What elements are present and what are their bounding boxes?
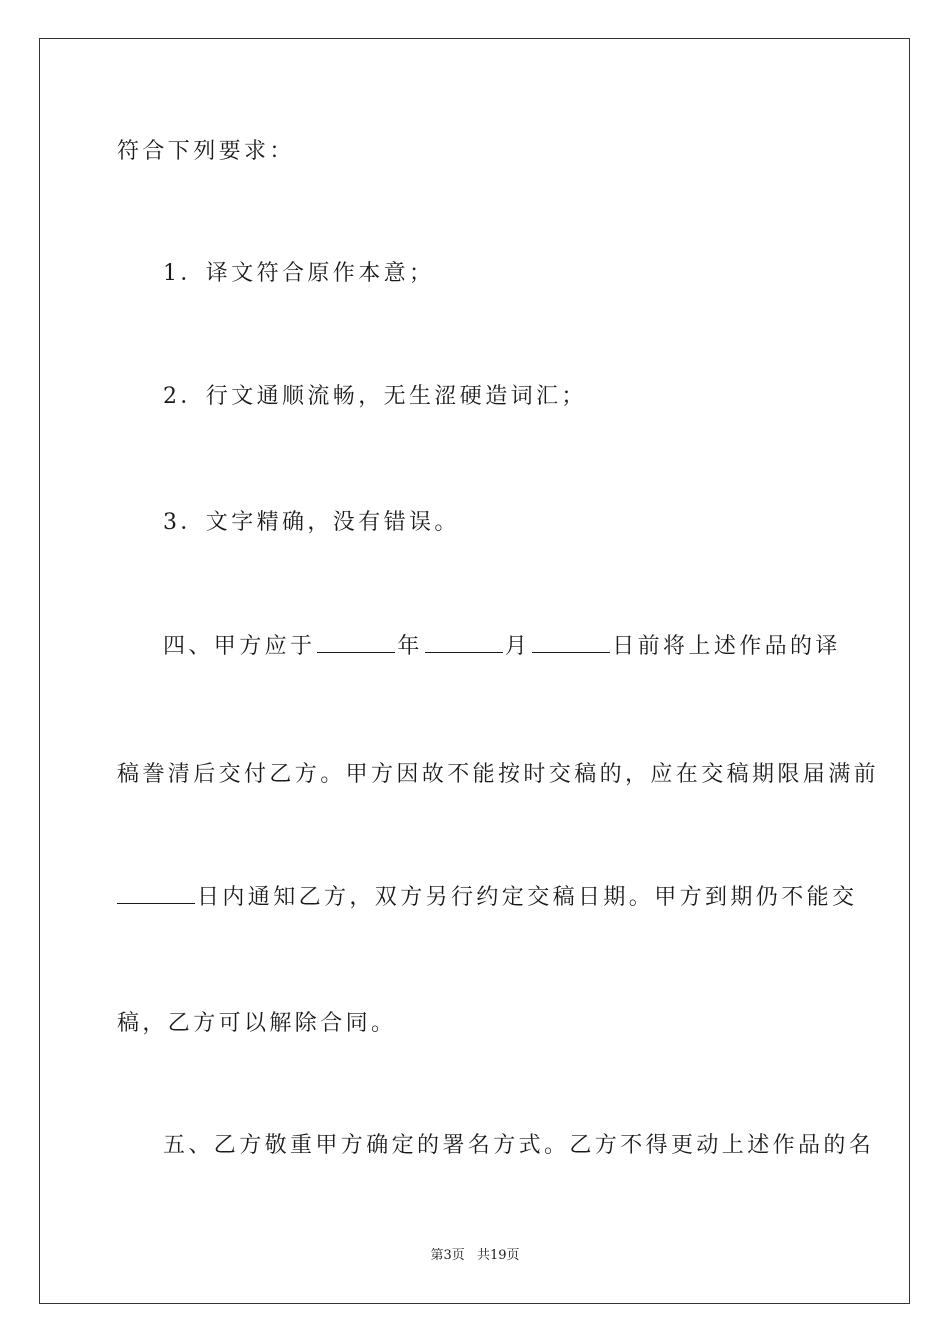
clause-4-prefix: 四、甲方应于 xyxy=(163,634,316,659)
requirement-item-3: 3．文字精确，没有错误。 xyxy=(163,510,460,535)
clause-4-line-1 xyxy=(163,632,883,662)
clause-4-line-4: 稿，乙方可以解除合同。 xyxy=(117,1011,397,1036)
clause-4-suffix: 日前将上述作品的译 xyxy=(612,634,841,659)
page-total: 共19页 xyxy=(476,1248,520,1263)
page-border xyxy=(39,38,910,1304)
paragraph-requirements-intro: 符合下列要求： xyxy=(117,139,295,164)
blank-day xyxy=(532,634,610,653)
page-footer xyxy=(0,1246,950,1266)
page-number: 第3页 xyxy=(430,1248,465,1263)
clause-4-year: 年 xyxy=(397,634,423,659)
clause-4-line-2: 稿誊清后交付乙方。甲方因故不能按时交稿的，应在交稿期限届满前 xyxy=(117,762,880,787)
requirement-item-2: 2．行文通顺流畅，无生涩硬造词汇； xyxy=(163,384,587,409)
clause-5-line-1: 五、乙方敬重甲方确定的署名方式。乙方不得更动上述作品的名 xyxy=(163,1133,875,1158)
blank-month xyxy=(425,634,503,653)
clause-4-month: 月 xyxy=(504,634,531,659)
requirement-item-1: 1．译文符合原作本意； xyxy=(163,261,435,286)
clause-4-line-3-text: 日内通知乙方，双方另行约定交稿日期。甲方到期仍不能交 xyxy=(197,885,858,910)
blank-days xyxy=(117,885,195,904)
blank-year xyxy=(317,634,395,653)
clause-4-line-3 xyxy=(117,883,858,913)
